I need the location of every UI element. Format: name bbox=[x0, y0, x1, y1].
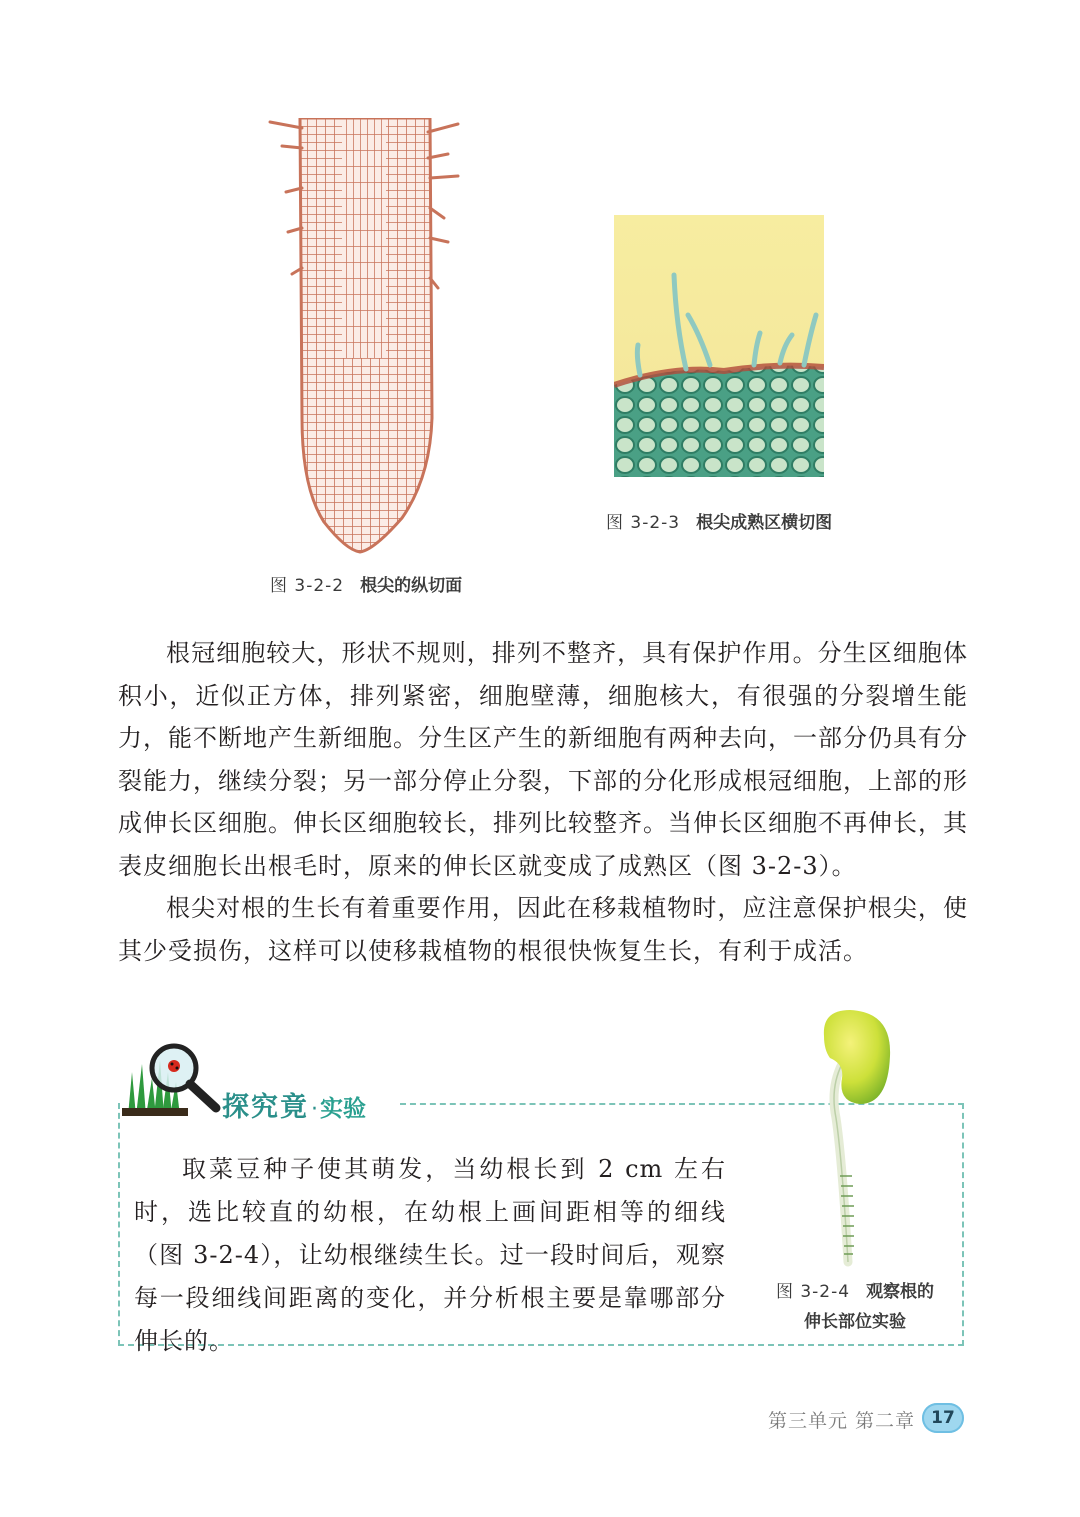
figure-title: 根尖的纵切面 bbox=[360, 576, 463, 596]
body-text bbox=[118, 632, 968, 972]
inquiry-text bbox=[134, 1148, 726, 1363]
body-paragraph: 根冠细胞较大，形状不规则，排列不整齐，具有保护作用。分生区细胞体积小，近似正方体，排列紧密，细胞壁薄，细胞核大，有很强的分裂增生能力，能不断地产生新细胞。分生区产生的新细胞有两种去向，一部分仍具有分裂能力，继续分裂；另一部分停止分裂，下部的分化形成根冠细胞，上部的形成伸长区细胞。伸长区细胞较长，排列比较整齐。当伸长区细胞不再伸长，其表皮细胞长出根毛时，原来的伸长区就变成了成熟区（图 3-2-3）。 bbox=[118, 639, 968, 880]
page-number-badge: 17 bbox=[922, 1403, 964, 1433]
maturation-zone-cross-section-micrograph bbox=[614, 215, 824, 477]
figure-number: 图 3-2-2 bbox=[270, 576, 345, 596]
inquiry-title-main: 探究竟 bbox=[222, 1092, 309, 1123]
figure-title-line2: 伸长部位实验 bbox=[804, 1312, 906, 1332]
figure-3-2-3-caption bbox=[606, 508, 832, 533]
root-tip-longitudinal-section-illustration bbox=[262, 118, 462, 558]
figure-number: 图 3-2-4 bbox=[775, 1282, 851, 1302]
chapter-label: 第三单元 第二章 bbox=[768, 1410, 916, 1432]
inquiry-title-dot: · bbox=[311, 1097, 318, 1122]
figure-number: 图 3-2-3 bbox=[606, 513, 681, 533]
figure-title: 根尖成熟区横切图 bbox=[696, 513, 833, 533]
figure-3-2-4-caption bbox=[770, 1277, 940, 1337]
bean-seedling-illustration bbox=[808, 1008, 898, 1270]
body-paragraph: 根尖对根的生长有着重要作用，因此在移栽植物时，应注意保护根尖，使其少受损伤，这样可以使移栽植物的根很快恢复生长，有利于成活。 bbox=[118, 894, 968, 965]
figure-title-line1: 观察根的 bbox=[866, 1282, 935, 1302]
inquiry-title-subtitle: 实验 bbox=[320, 1096, 366, 1122]
inquiry-paragraph: 取菜豆种子使其萌发，当幼根长到 2 cm 左右时，选比较直的幼根，在幼根上画间距相等的细线（图 3-2-4），让幼根继续生长。过一段时间后，观察每一段细线间距离的变化，并分析根主要是靠哪部分伸长的。 bbox=[134, 1155, 726, 1355]
figure-3-2-2-caption bbox=[270, 571, 462, 596]
